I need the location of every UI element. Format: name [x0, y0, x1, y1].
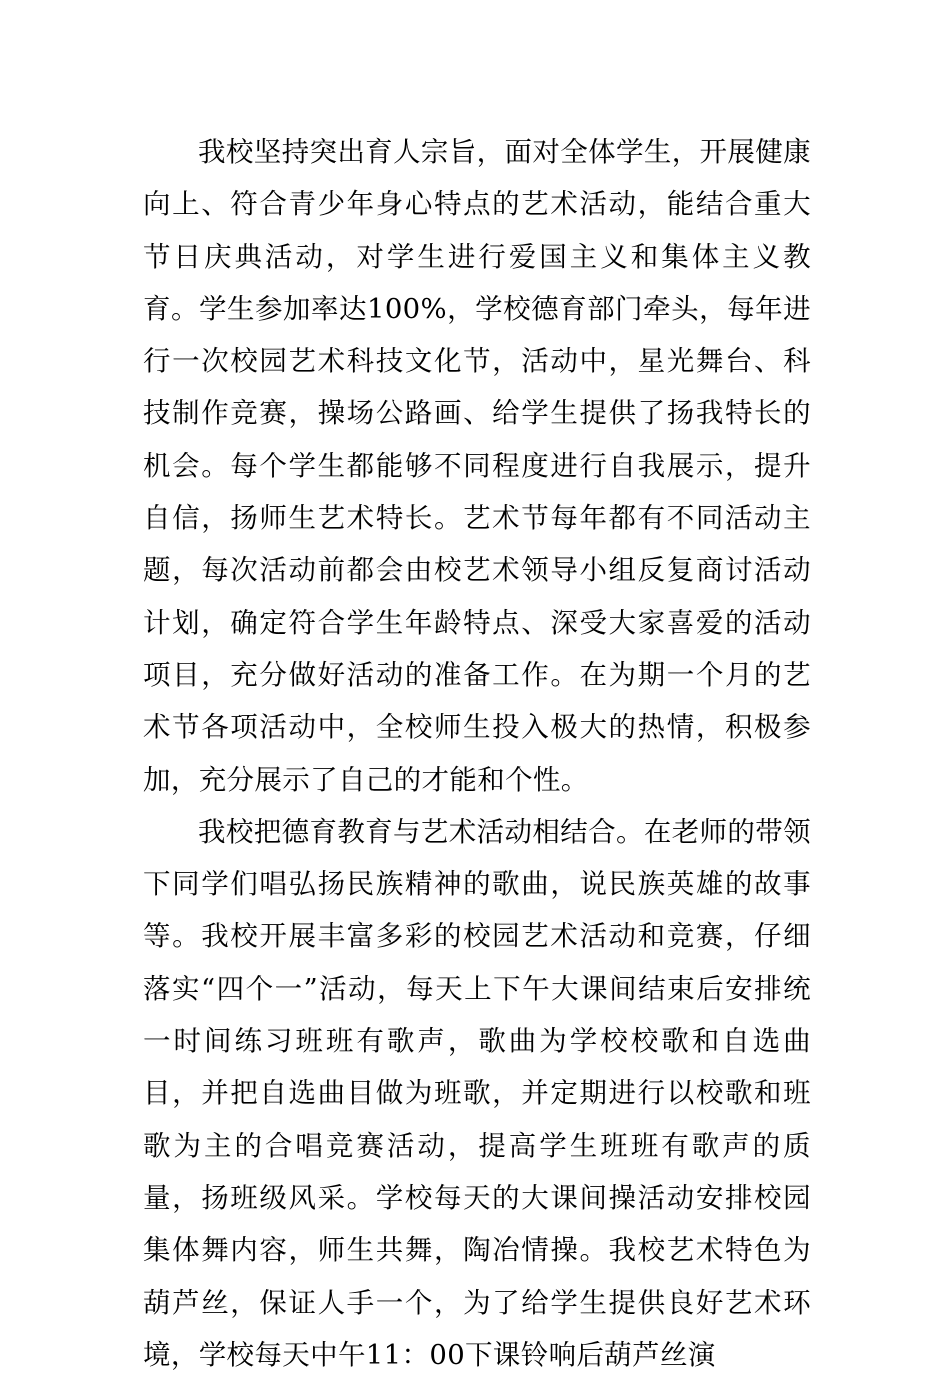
- document-body: [143, 126, 811, 1381]
- paragraph-1: 我校坚持突出育人宗旨，面对全体学生，开展健康向上、符合青少年身心特点的艺术活动，能结合重大节日庆典活动，对学生进行爱国主义和集体主义教育。学生参加率达100%，学校德育部门牵头，每年进行一次校园艺术科技文化节，活动中，星光舞台、科技制作竞赛，操场公路画、给学生提供了扬我特长的机会。每个学生都能够不同程度进行自我展示，提升自信，扬师生艺术特长。艺术节每年都有不同活动主题，每次活动前都会由校艺术领导小组反复商讨活动计划，确定符合学生年龄特点、深受大家喜爱的活动项目，充分做好活动的准备工作。在为期一个月的艺术节各项活动中，全校师生投入极大的热情，积极参加，充分展示了自己的才能和个性。: [143, 136, 811, 796]
- paragraph-2: 我校把德育教育与艺术活动相结合。在老师的带领下同学们唱弘扬民族精神的歌曲，说民族英雄的故事等。我校开展丰富多彩的校园艺术活动和竞赛，仔细落实“四个一”活动，每天上下午大课间结束后安排统一时间练习班班有歌声，歌曲为学校校歌和自选曲目，并把自选曲目做为班歌，并定期进行以校歌和班歌为主的合唱竞赛活动，提高学生班班有歌声的质量，扬班级风采。学校每天的大课间操活动安排校园集体舞内容，师生共舞，陶冶情操。我校艺术特色为葫芦丝，保证人手一个，为了给学生提供良好艺术环境，学校每天中午11：00下课铃响后葫芦丝演: [143, 815, 811, 1371]
